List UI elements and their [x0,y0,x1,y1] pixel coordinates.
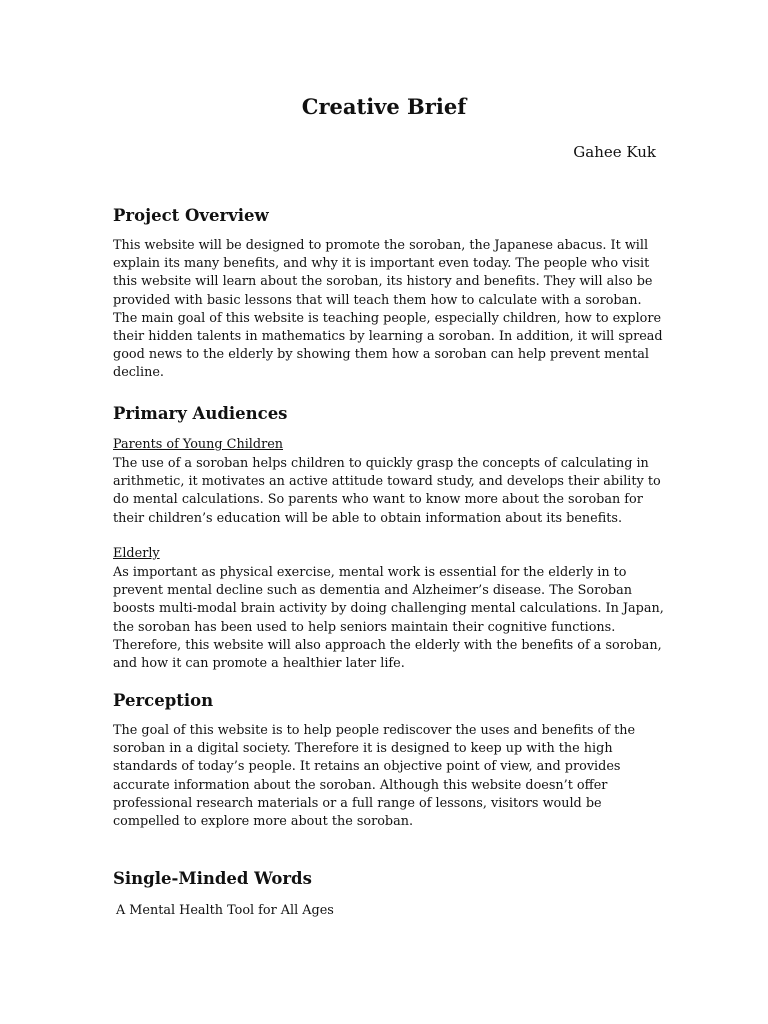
audience-label-elderly: Elderly [113,546,160,561]
audience-label-parents: Parents of Young Children [113,437,284,452]
text-line: accurate information about the soroban. Although this website doesn’t offer [113,777,608,793]
text-line: and how it can promote a healthier later life. [113,656,405,672]
text-line: As important as physical exercise, mental work is essential for the elderly in to [113,565,627,580]
text-line: boosts multi-modal brain activity by doing challenging mental calculations. In Japan, [113,601,664,617]
text-line: good news to the elderly by showing them how a soroban can help prevent mental [113,347,649,363]
section-heading-primary-audiences: Primary Audiences [113,404,288,423]
text-line: professional research materials or a full range of lessons, visitors would be [113,795,602,811]
text-line: compelled to explore more about the soroban. [113,814,414,830]
section-heading-project-overview: Project Overview [113,206,269,225]
text-line: The use of a soroban helps children to quickly grasp the concepts of calculating in [113,456,649,471]
text-line: decline. [113,365,165,381]
text-line: The main goal of this website is teaching people, especially children, how to explore [113,310,662,326]
text-line: their children’s education will be able to obtain information about its benefits. [113,510,623,526]
single-minded-words-text: A Mental Health Tool for All Ages [116,903,334,918]
text-line: standards of today’s people. It retains an objective point of view, and provides [113,759,621,775]
text-line: This website will be designed to promote the soroban, the Japanese abacus. It will [113,238,649,253]
section-heading-perception: Perception [113,691,214,710]
text-line: the soroban has been used to help seniors maintain their cognitive functions. [113,619,616,635]
perception-paragraph [113,722,661,831]
text-line: soroban in a digital society. Therefore it is designed to keep up with the high [113,741,613,757]
text-line: their hidden talents in mathematics by learning a soroban. In addition, it will spread [113,329,663,345]
project-overview-paragraph [113,237,661,383]
text-line: explain its many benefits, and why it is important even today. The people who visit [113,256,650,272]
text-line: provided with basic lessons that will teach them how to calculate with a soroban. [113,292,642,308]
text-line: do mental calculations. So parents who want to know more about the soroban for [113,492,643,508]
text-line: this website will learn about the soroban, its history and benefits. They will also be [113,274,653,290]
author-name: Gahee Kuk [573,143,656,161]
text-line: arithmetic, it motivates an active attitude toward study, and develops their ability to [113,474,661,490]
document-title: Creative Brief [301,94,467,119]
section-heading-single-minded-words: Single-Minded Words [113,869,312,888]
parents-paragraph [113,455,661,528]
text-line: The goal of this website is to help people rediscover the uses and benefits of the [113,723,636,738]
elderly-paragraph [113,564,664,673]
text-line: prevent mental decline such as dementia and Alzheimer’s disease. The Soroban [113,583,632,599]
text-line: Therefore, this website will also approach the elderly with the benefits of a soroban, [113,637,662,653]
